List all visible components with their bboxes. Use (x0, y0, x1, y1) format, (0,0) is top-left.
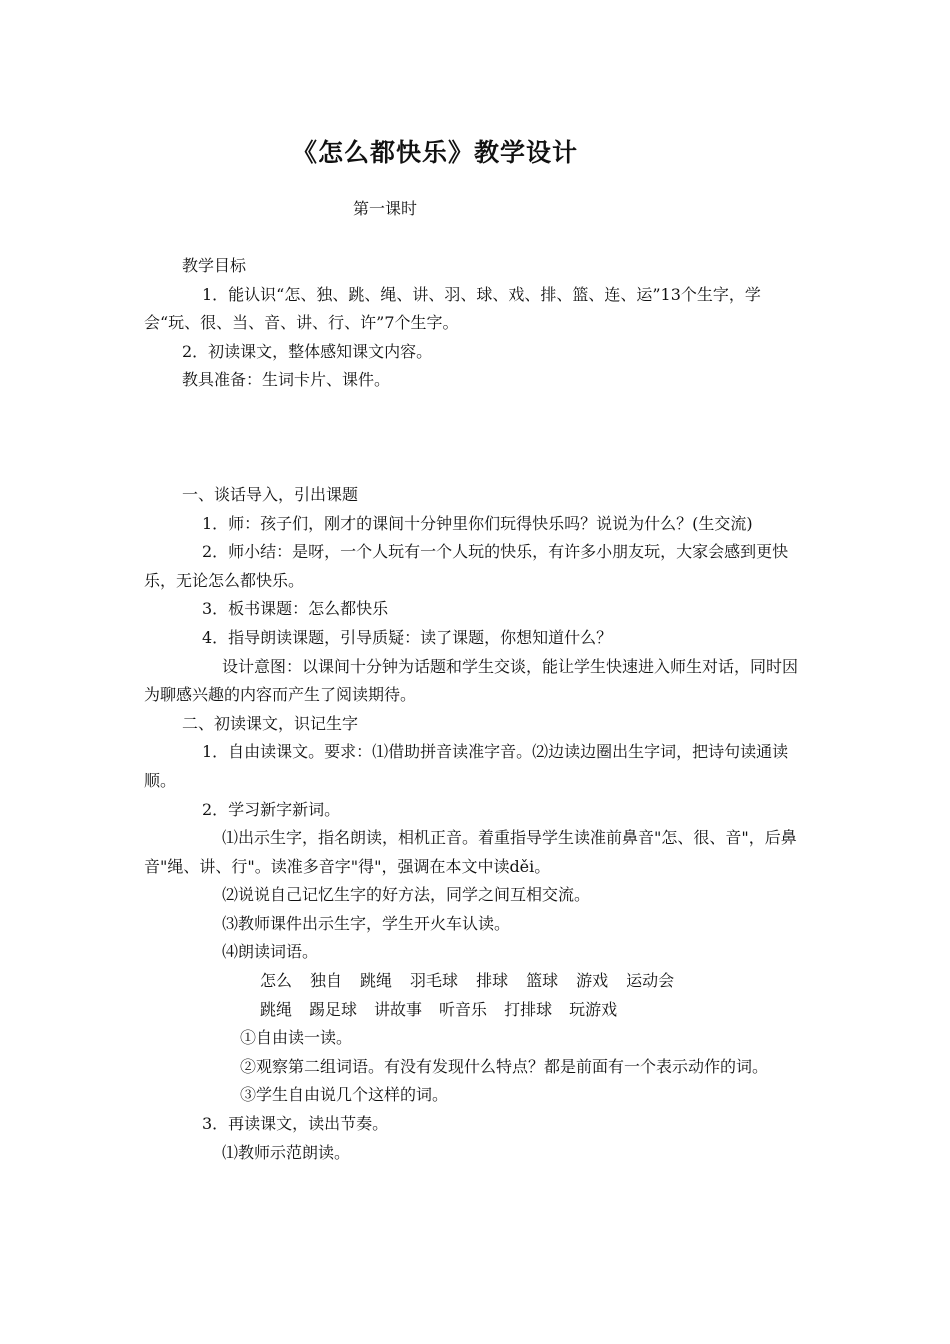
word-item: 运动会 (626, 971, 675, 991)
section2-para-3-sub-1: ⑴教师示范朗读。 (222, 1142, 351, 1162)
word-item: 跳绳 (260, 999, 293, 1019)
section1-para-1: 1．师：孩子们，刚才的课间十分钟里你们玩得快乐吗？说说为什么？(生交流) (202, 513, 753, 533)
activity-1: ①自由读一读。 (240, 1028, 353, 1048)
word-item: 踢足球 (309, 999, 358, 1019)
teaching-tools: 教具准备：生词卡片、课件。 (182, 370, 391, 390)
word-list-row-2 (144, 996, 812, 1025)
word-item: 独自 (310, 971, 343, 991)
section2-heading: 二、初读课文，识记生字 (182, 713, 359, 733)
word-item: 跳绳 (360, 971, 393, 991)
section2-sub-4: ⑷朗读词语。 (222, 942, 319, 962)
word-item: 怎么 (260, 971, 293, 991)
section1-para-3: 3．板书课题：怎么都快乐 (202, 599, 389, 619)
spacer (144, 395, 812, 481)
word-item: 羽毛球 (410, 971, 459, 991)
section2-sub-1: ⑴出示生字，指名朗读，相机正音。着重指导学生读准前鼻音"怎、很、音"，后鼻音"绳、讲、行"。读准多音字"得"，强调在本文中读děi。 (144, 828, 797, 876)
word-item: 游戏 (576, 971, 609, 991)
activity-3: ③学生自由说几个这样的词。 (240, 1085, 449, 1105)
activity-2: ②观察第二组词语。有没有发现什么特点？都是前面有一个表示动作的词。 (240, 1056, 769, 1076)
word-item: 排球 (476, 971, 509, 991)
word-item: 打排球 (504, 999, 553, 1019)
section2-para-3: 3．再读课文，读出节奏。 (202, 1114, 389, 1134)
page-subtitle: 第一课时 (352, 199, 417, 218)
word-item: 玩游戏 (569, 999, 618, 1019)
design-intent: 设计意图：以课间十分钟为话题和学生交谈，能让学生快速进入师生对话，同时因为聊感兴趣的内容而产生了阅读期待。 (144, 656, 799, 705)
document-body (144, 252, 812, 1167)
section1-heading: 一、谈话导入，引出课题 (182, 484, 359, 504)
section2-para-2: 2．学习新字新词。 (202, 799, 341, 819)
objectives-heading: 教学目标 (182, 256, 247, 275)
section1-para-2: 2．师小结：是呀，一个人玩有一个人玩的快乐，有许多小朋友玩，大家会感到更快乐，无论怎么都快乐。 (144, 542, 789, 590)
section2-sub-2: ⑵说说自己记忆生字的好方法，同学之间互相交流。 (222, 885, 591, 905)
objective-2: 2．初读课文，整体感知课文内容。 (182, 341, 433, 361)
word-item: 篮球 (526, 971, 559, 991)
section2-para-1: 1．自由读课文。要求：⑴借助拼音读准字音。⑵边读边圈出生字词，把诗句读通读顺。 (144, 742, 789, 790)
word-item: 讲故事 (374, 999, 423, 1019)
section2-sub-3: ⑶教师课件出示生字，学生开火车认读。 (222, 913, 511, 933)
objective-1: 1．能认识“怎、独、跳、绳、讲、羽、球、戏、排、篮、连、运”13个生字，学会“玩、很、当、音、讲、行、许”7个生字。 (144, 284, 761, 333)
page-title: 《怎么都快乐》教学设计 (291, 138, 578, 167)
section1-para-4: 4．指导朗读课题，引导质疑：读了课题，你想知道什么？ (202, 627, 613, 647)
word-list-row-1 (144, 967, 812, 996)
word-item: 听音乐 (439, 999, 488, 1019)
